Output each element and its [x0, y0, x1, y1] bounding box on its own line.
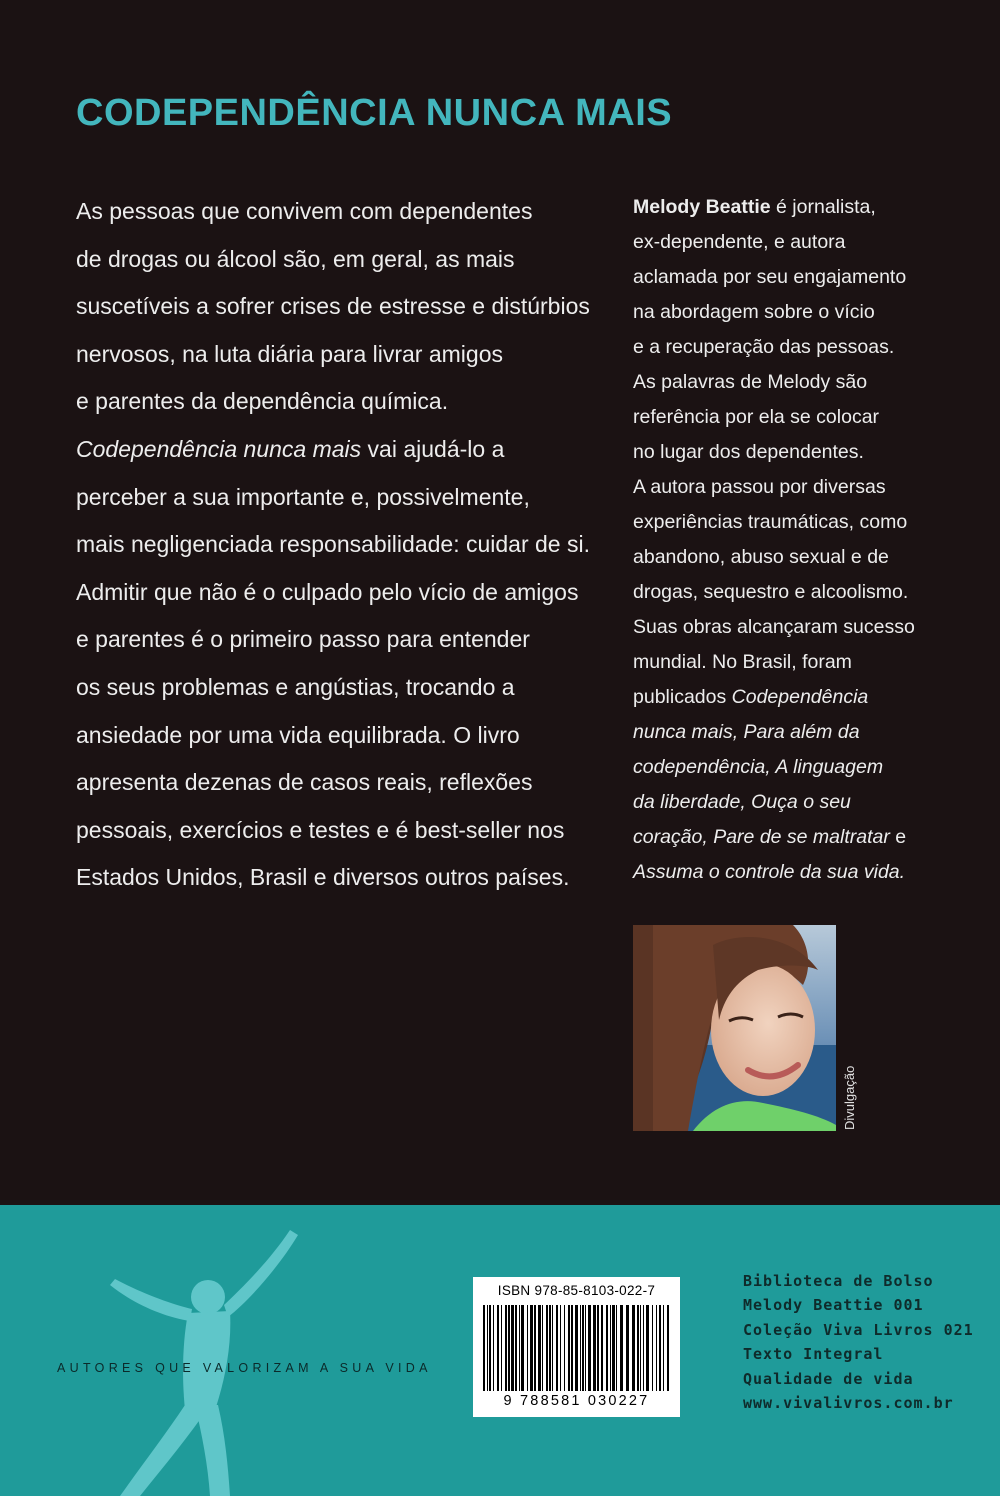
synopsis-line [76, 426, 596, 474]
bio-line: abandono, abuso sexual e de [633, 546, 889, 568]
barcode-bar [597, 1305, 599, 1391]
synopsis-line: Estados Unidos, Brasil e diversos outros países. [76, 864, 570, 891]
bio-line: experiências traumáticas, como [633, 511, 908, 533]
bio-text: publicados [633, 686, 732, 708]
barcode-bar [652, 1305, 653, 1391]
barcode-bar [505, 1305, 507, 1391]
barcode-bar [667, 1305, 669, 1391]
barcode-bar [538, 1305, 541, 1391]
author-photo [633, 925, 836, 1131]
barcode-bar [568, 1305, 570, 1391]
bottom-band [0, 1205, 1000, 1496]
synopsis-line: ansiedade por uma vida equilibrada. O livro [76, 721, 520, 748]
barcode-bar [571, 1305, 573, 1391]
photo-credit: Divulgação [842, 1065, 857, 1130]
bio-text: é jornalista, [770, 196, 876, 218]
barcode-bar [610, 1305, 611, 1391]
barcode-number: 9 788581 030227 [503, 1393, 650, 1409]
synopsis-line: os seus problemas e angústias, trocando a [76, 673, 515, 700]
bio-text: e [889, 826, 907, 848]
synopsis-line: perceber a sua importante e, possivelmente, [76, 483, 530, 510]
synopsis-line: mais negligenciada responsabilidade: cuidar de si. [76, 531, 590, 558]
barcode-bar [663, 1305, 664, 1391]
bio-line: As palavras de Melody são [633, 371, 868, 393]
barcode-bar [483, 1305, 485, 1391]
bio-italic: Codependência [731, 686, 869, 708]
bio-line: ex-dependente, e autora [633, 231, 846, 253]
bio-line: mundial. No Brasil, foram [633, 651, 852, 673]
barcode [473, 1277, 680, 1417]
bio-line: nunca mais, Para além da [633, 721, 860, 743]
barcode-bar [637, 1305, 639, 1391]
synopsis-line: suscetíveis a sofrer crises de estresse e distúrbios [76, 293, 590, 320]
author-photo-illustration [633, 925, 836, 1131]
book-title: CODEPENDÊNCIA NUNCA MAIS [76, 92, 673, 134]
barcode-bar [552, 1305, 553, 1391]
barcode-bar [580, 1305, 581, 1391]
synopsis-line: apresenta dezenas de casos reais, reflexões [76, 769, 533, 796]
info-line: Melody Beattie 001 [743, 1296, 924, 1315]
barcode-bar [546, 1305, 548, 1391]
barcode-bar [501, 1305, 502, 1391]
publisher-tagline: AUTORES QUE VALORIZAM A SUA VIDA [57, 1361, 432, 1375]
bio-line: Assuma o controle da sua vida. [633, 861, 906, 883]
synopsis-line: nervosos, na luta diária para livrar amigos [76, 340, 503, 367]
barcode-bar [549, 1305, 551, 1391]
barcode-bar [497, 1305, 499, 1391]
info-line: Biblioteca de Bolso [743, 1272, 934, 1290]
barcode-bar [585, 1305, 586, 1391]
barcode-bar [560, 1305, 561, 1391]
author-bio [633, 190, 963, 890]
barcode-bar [646, 1305, 649, 1391]
barcode-bar [575, 1305, 578, 1391]
barcode-bars [483, 1305, 670, 1393]
collection-info [743, 1269, 974, 1415]
bio-line: aclamada por seu engajamento [633, 266, 907, 288]
barcode-bar [511, 1305, 514, 1391]
barcode-bar [640, 1305, 641, 1391]
bio-line: na abordagem sobre o vício [633, 301, 875, 323]
bio-line: da liberdade, Ouça o seu [633, 791, 851, 813]
synopsis [76, 188, 596, 902]
barcode-bar [521, 1305, 524, 1391]
info-line: Texto Integral [743, 1345, 884, 1364]
dancing-figure-icon [70, 1205, 330, 1496]
barcode-bar [556, 1305, 558, 1391]
barcode-bar [656, 1305, 657, 1391]
barcode-bar [527, 1305, 528, 1391]
barcode-bar [519, 1305, 520, 1391]
barcode-bar [593, 1305, 596, 1391]
info-line: Qualidade de vida [743, 1369, 914, 1388]
bio-line: drogas, sequestro e alcoolismo. [633, 581, 909, 603]
bio-line: no lugar dos dependentes. [633, 441, 864, 463]
barcode-bar [542, 1305, 543, 1391]
barcode-bar [620, 1305, 623, 1391]
synopsis-line: de drogas ou álcool são, em geral, as mais [76, 245, 515, 272]
bio-line [633, 820, 963, 855]
bio-line: codependência, A linguagem [633, 756, 884, 778]
bio-line [633, 680, 963, 715]
barcode-bar [530, 1305, 533, 1391]
barcode-bar [564, 1305, 565, 1391]
bio-line [633, 190, 963, 225]
info-line: Coleção Viva Livros 021 [743, 1320, 974, 1339]
barcode-bar [632, 1305, 635, 1391]
author-name: Melody Beattie [633, 196, 771, 218]
barcode-bar [582, 1305, 584, 1391]
barcode-bar [616, 1305, 617, 1391]
barcode-bar [489, 1305, 491, 1391]
book-title-italic: Codependência nunca mais [76, 435, 362, 462]
synopsis-line: pessoais, exercícios e testes e é best-seller nos [76, 816, 565, 843]
barcode-bar [534, 1305, 536, 1391]
synopsis-line: e parentes é o primeiro passo para entender [76, 626, 530, 653]
barcode-bar [487, 1305, 488, 1391]
synopsis-line: Admitir que não é o culpado pelo vício de amigos [76, 578, 579, 605]
synopsis-line: As pessoas que convivem com dependentes [76, 198, 533, 224]
synopsis-text: vai ajudá-lo a [361, 435, 505, 462]
barcode-bar [643, 1305, 644, 1391]
barcode-bar [508, 1305, 510, 1391]
bio-italic: coração, Pare de se maltratar [633, 826, 890, 848]
barcode-bar [612, 1305, 615, 1391]
barcode-bar [601, 1305, 603, 1391]
info-line: www.vivalivros.com.br [743, 1394, 954, 1413]
bio-line: Suas obras alcançaram sucesso [633, 616, 915, 638]
barcode-bar [493, 1305, 494, 1391]
barcode-bar [626, 1305, 629, 1391]
barcode-bar [606, 1305, 608, 1391]
barcode-bar [659, 1305, 661, 1391]
barcode-bar [588, 1305, 591, 1391]
synopsis-line: e parentes da dependência química. [76, 388, 449, 415]
bio-line: A autora passou por diversas [633, 476, 886, 498]
bio-line: referência por ela se colocar [633, 406, 880, 428]
isbn-label: ISBN 978-85-8103-022-7 [497, 1283, 656, 1298]
barcode-bar [515, 1305, 517, 1391]
bio-line: e a recuperação das pessoas. [633, 336, 895, 358]
